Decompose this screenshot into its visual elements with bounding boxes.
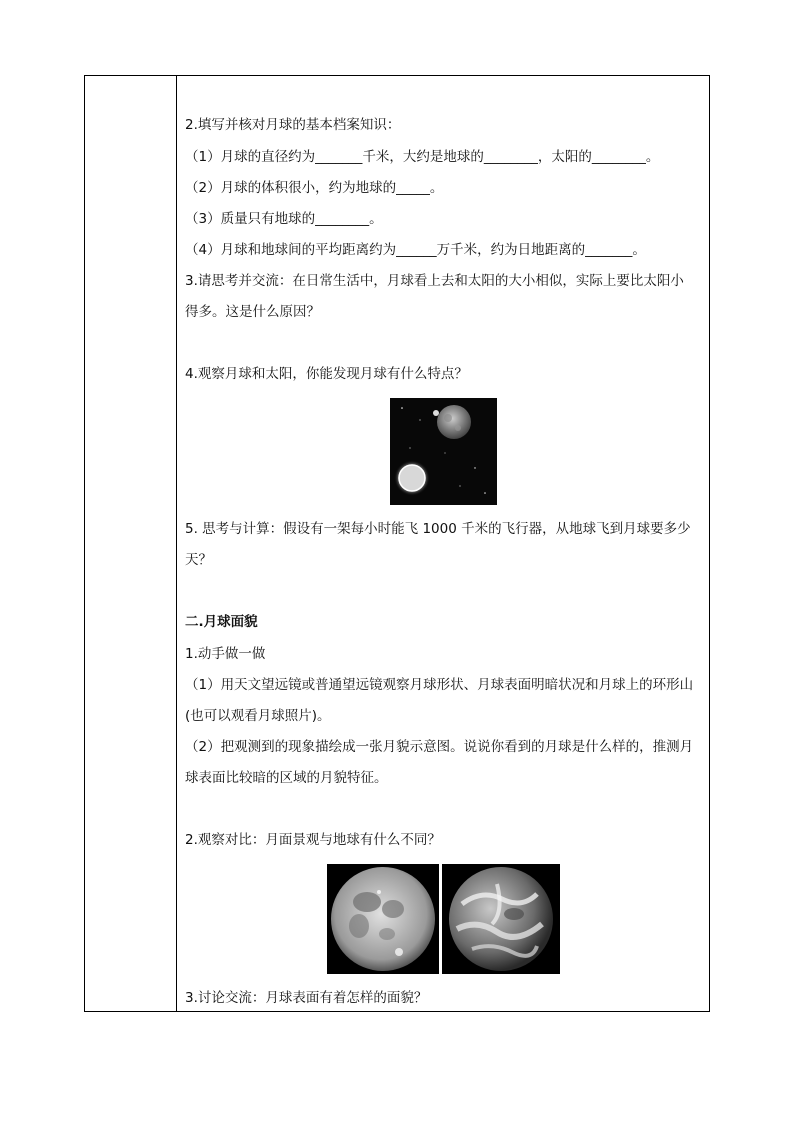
q2-item-3: （3）质量只有地球的________。 [185,211,383,227]
worksheet-table [84,75,710,1012]
activity-2-line-1: （2）把观测到的现象描绘成一张月貌示意图。说说你看到的月球是什么样的，推测月 [185,739,694,755]
q5-line-2: 天？ [185,552,212,568]
section-heading: 二.月球面貌 [185,614,258,630]
activity-2-line-2: 球表面比较暗的区域的月貌特征。 [185,770,388,786]
activity-1-line-1: （1）用天文望远镜或普通望远镜观察月球形状、月球表面明暗状况和月球上的环形山 [185,677,694,693]
activity-1-line-2: (也可以观看月球照片)。 [185,708,331,724]
q2-item-2: （2）月球的体积很小，约为地球的_____。 [185,180,444,196]
left-column-cell [85,76,177,1011]
moon-sun-image [390,398,497,505]
q2-item-4: （4）月球和地球间的平均距离约为______万千米，约为日地距离的_______。 [185,242,646,258]
q4-question: 4.观察月球和太阳，你能发现月球有什么特点？ [185,366,468,382]
q3-line-1: 3.请思考并交流：在日常生活中，月球看上去和太阳的大小相似，实际上要比太阳小 [185,273,684,289]
q2-title: 2.填写并核对月球的基本档案知识： [185,117,401,133]
earth-photo [442,864,560,974]
q2-item-1: （1）月球的直径约为_______千米，大约是地球的________，太阳的________。 [185,149,660,165]
moon-photo [327,864,439,974]
discussion-question: 3.讨论交流：月球表面有着怎样的面貌？ [185,990,428,1006]
q3-line-2: 得多。这是什么原因？ [185,304,320,320]
content-cell [177,76,709,1011]
q5-line-1: 5. 思考与计算：假设有一架每小时能飞 1000 千米的飞行器，从地球飞到月球要多少 [185,521,691,537]
activity-title: 1.动手做一做 [185,646,266,662]
compare-question: 2.观察对比：月面景观与地球有什么不同？ [185,832,441,848]
